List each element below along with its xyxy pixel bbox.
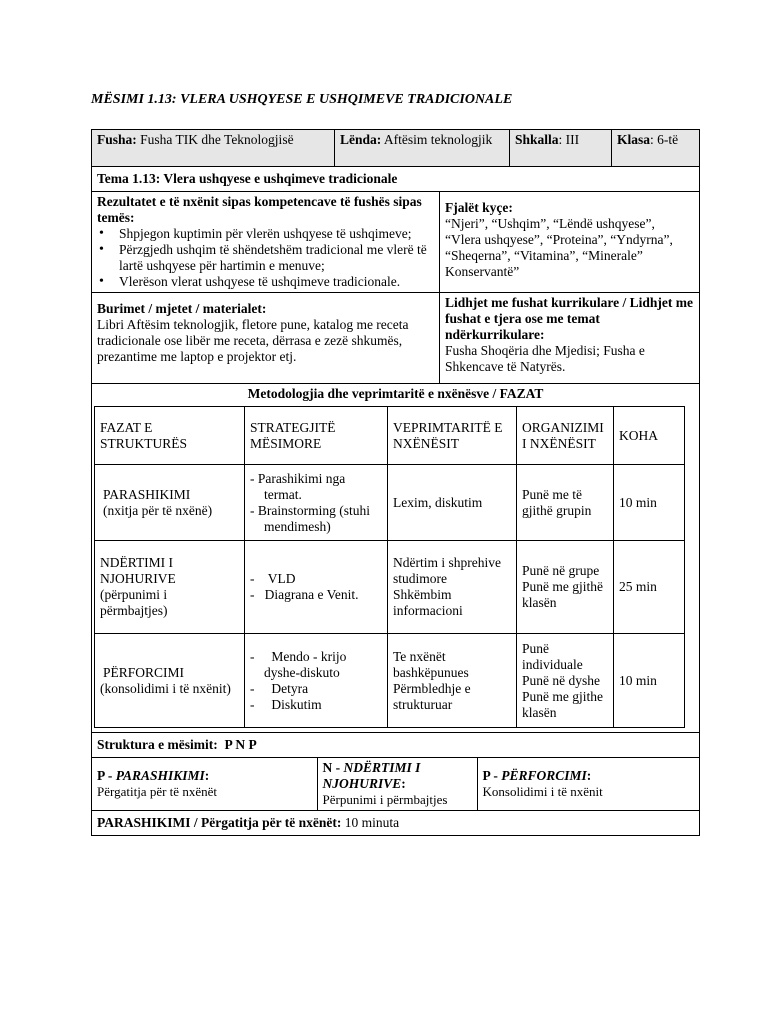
organizim-line: Punë individuale (522, 640, 583, 672)
rezultatet-item: • Vlerëson vlerat ushqyese të ushqimeve tradicionale. (97, 274, 434, 290)
strategji-line: - Detyra (250, 680, 309, 696)
col-header-fazat: FAZAT E STRUKTURËS (95, 407, 245, 465)
organizim-line: Punë me gjithë klasën (522, 579, 603, 610)
pnp-row (92, 758, 700, 811)
footer-row (92, 811, 700, 836)
metodologjia-title: Metodologjia dhe veprimtaritë e nxënësve / FAZAT (247, 386, 544, 401)
faza-cell (95, 465, 245, 541)
pnp-item (317, 758, 477, 810)
strategji-line: - Brainstorming (stuhi (250, 502, 370, 518)
faza-name: PËRFORCIMI (103, 664, 185, 680)
header-row (92, 130, 700, 167)
pnp-letter: N - (322, 760, 344, 775)
fusha-label: Fusha: (97, 132, 137, 147)
faza-desc: (përpunimi i përmbajtjes) (100, 587, 168, 618)
phase-header-row (95, 407, 685, 465)
tema-row (92, 167, 700, 192)
organizim-cell (517, 465, 614, 541)
pnp-colon: : (204, 768, 210, 783)
col-header-veprimtarite: VEPRIMTARITË E NXËNËSIT (388, 407, 517, 465)
metodologjia-cell (92, 384, 700, 733)
lenda-label: Lënda: (340, 132, 382, 147)
lenda-cell (335, 130, 510, 167)
rezultatet-heading: Rezultatet e të nxënit sipas kompetencave të fushës sipas temës: (97, 194, 422, 225)
koha-cell: 25 min (614, 541, 685, 634)
strategji-line: - VLD (250, 571, 296, 586)
fjalet-heading: Fjalët kyçe: (445, 200, 513, 215)
faza-name: PARASHIKIMI (103, 486, 191, 502)
veprimtari-cell: Lexim, diskutim (388, 465, 517, 541)
pnp-desc: Përpunimi i përmbajtjes (322, 792, 448, 807)
organizim-line: gjithë grupin (522, 502, 592, 518)
phase-row-perforcimi (95, 634, 685, 728)
strategji-cell (245, 634, 388, 728)
strategji-line: - Diagrana e Venit. (250, 587, 359, 602)
veprimtari-cell (388, 541, 517, 634)
struktura-row (92, 733, 700, 758)
rezultatet-cell (92, 192, 440, 293)
rezultatet-row (92, 192, 700, 293)
shkalla-value: : III (558, 132, 580, 147)
phase-row-parashikimi (95, 465, 685, 541)
klasa-value: : 6-të (650, 132, 679, 147)
pnp-item (477, 758, 700, 810)
pnp-letter: P - (97, 768, 116, 783)
strategji-line: mendimesh) (264, 518, 331, 534)
burimet-row (92, 293, 700, 384)
veprimtari-cell (388, 634, 517, 728)
col-header-strategjite: STRATEGJITË MËSIMORE (245, 407, 388, 465)
pnp-name: PARASHIKIMI (115, 768, 205, 783)
koha-cell: 10 min (614, 634, 685, 728)
col-header-koha: KOHA (614, 407, 685, 465)
footer-value: 10 minuta (341, 815, 400, 830)
footer-label: PARASHIKIMI / Përgatitja për të nxënët: (97, 815, 342, 830)
organizim-line: Punë në grupe (522, 563, 600, 578)
pnp-colon: : (401, 776, 406, 791)
lidhjet-cell (440, 293, 700, 384)
pnp-desc: Konsolidimi i të nxënit (482, 784, 603, 799)
pnp-name: NDËRTIMI I NJOHURIVE (322, 760, 421, 791)
veprimtari-line: Te nxënët bashkëpunues (393, 648, 469, 680)
klasa-cell (612, 130, 700, 167)
phase-table (94, 406, 685, 728)
strategji-cell (245, 541, 388, 634)
rezultatet-item: • Shpjegon kuptimin për vlerën ushqyese të ushqimeve; (97, 226, 434, 242)
organizim-cell (517, 541, 614, 634)
organizim-line: Punë me gjithe klasën (522, 688, 603, 720)
rezultatet-list (97, 226, 434, 290)
burimet-text: Libri Aftësim teknologjik, fletore pune, katalog me receta tradicionale ose libër me receta, dërrasa e zezë shkumës, prezantime me laptop e projektor etj. (97, 317, 409, 364)
fjalet-text: “Njeri”, “Ushqim”, “Lëndë ushqyese”, “Vlera ushqyese”, “Proteina”, “Yndyrna”, “Sheqerna”, “Vitamina”, “Minerale” Konservantë” (445, 216, 673, 279)
strategji-cell (245, 465, 388, 541)
rezultatet-item: • Përzgjedh ushqim të shëndetshëm tradicional me vlerë të lartë ushqyese për hartimin e menuve; (97, 242, 434, 274)
organizim-cell (517, 634, 614, 728)
shkalla-cell (510, 130, 612, 167)
faza-desc: (konsolidimi i të nxënit) (100, 680, 231, 696)
metodologjia-row (92, 384, 700, 733)
pnp-colon: : (586, 768, 592, 783)
page-title: MËSIMI 1.13: VLERA USHQYESE E USHQIMEVE TRADICIONALE (91, 92, 513, 107)
veprimtari-line: Përmbledhje e strukturuar (393, 680, 471, 712)
burimet-heading: Burimet / mjetet / materialet: (97, 301, 267, 316)
tema-text: Tema 1.13: Vlera ushqyese e ushqimeve tradicionale (97, 171, 398, 186)
fusha-cell (92, 130, 335, 167)
faza-desc: (nxitja për të nxënë) (103, 502, 213, 518)
footer-cell (92, 811, 700, 836)
veprimtari-line: Ndërtim i shprehive studimore (393, 555, 501, 586)
strategji-line: termat. (264, 486, 302, 502)
lesson-plan-table (91, 129, 700, 836)
struktura-value: P N P (224, 737, 257, 752)
fjalet-cell (440, 192, 700, 293)
koha-cell: 10 min (614, 465, 685, 541)
pnp-table (92, 758, 700, 810)
lidhjet-heading: Lidhjet me fushat kurrikulare / Lidhjet me fushat e tjera ose me temat ndërkurrikulare: (445, 295, 694, 342)
col-header-organizimi: ORGANIZIMI I NXËNËSIT (517, 407, 614, 465)
faza-cell (95, 541, 245, 634)
strategji-line: - Parashikimi nga (250, 470, 346, 486)
pnp-letter: P - (482, 768, 502, 783)
faza-cell (95, 634, 245, 728)
lesson-plan-sheet (91, 129, 699, 836)
phase-row-ndertimi (95, 541, 685, 634)
lenda-value: Aftësim teknologjik (381, 132, 493, 147)
struktura-cell (92, 733, 700, 758)
faza-name: NDËRTIMI I NJOHURIVE (100, 555, 176, 586)
klasa-label: Klasa (617, 132, 651, 147)
pnp-cell (92, 758, 700, 811)
shkalla-label: Shkalla (515, 132, 559, 147)
pnp-item (92, 758, 317, 810)
fusha-value: Fusha TIK dhe Teknologjisë (136, 132, 294, 147)
veprimtari-line: Shkëmbim informacioni (393, 587, 463, 618)
strategji-line: dyshe-diskuto (264, 664, 340, 680)
burimet-cell (92, 293, 440, 384)
pnp-desc: Përgatitja për të nxënët (97, 784, 217, 799)
lidhjet-text: Fusha Shoqëria dhe Mjedisi; Fusha e Shkencave të Natyrës. (445, 343, 645, 374)
strategji-line: - Mendo - krijo (250, 648, 347, 664)
organizim-line: Punë në dyshe (522, 672, 600, 688)
struktura-label: Struktura e mësimit: (97, 737, 225, 752)
strategji-line: - Diskutim (250, 696, 322, 712)
organizim-line: Punë me të (522, 486, 582, 502)
pnp-name: PËRFORCIMI (501, 768, 587, 783)
